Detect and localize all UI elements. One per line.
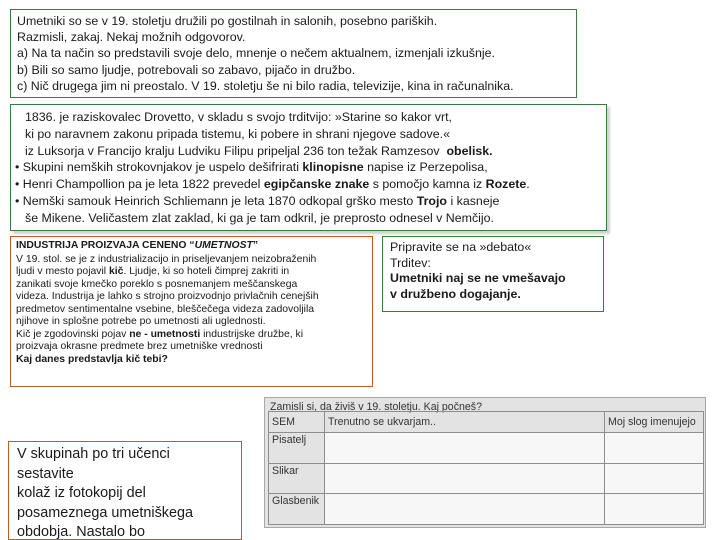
table-cell[interactable] bbox=[605, 463, 704, 494]
collage-line: obdobja. Nastalo bo bbox=[17, 524, 146, 540]
intro-answer-c: c) Nič drugega jim ni preostalo. V 19. stoletju še ni bilo radia, televizije, kina in računalnika. bbox=[17, 78, 514, 93]
debate-claim bbox=[390, 287, 603, 303]
worksheet-grid bbox=[268, 411, 704, 525]
bullet-text: napise iz Perzepolisa, bbox=[363, 160, 488, 175]
obelisk-word: obelisk. bbox=[446, 143, 493, 158]
table-row bbox=[269, 494, 704, 525]
industry-question bbox=[16, 354, 372, 367]
row-label: Pisatelj bbox=[269, 433, 325, 464]
intro-question-box bbox=[10, 9, 577, 98]
question-text: Kaj danes predstavlja kič tebi? bbox=[16, 353, 168, 365]
intro-line: Umetniki so se v 19. stoletju družili po gostilnah in salonih, posebno pariških. bbox=[17, 14, 438, 28]
industry-line: zanikati svoje kmečko poreklo s posnemanjem meščanskega bbox=[16, 278, 298, 290]
table-cell[interactable] bbox=[325, 463, 605, 494]
industry-line: predmetov sentimentalne vsebine, bleščečega videza zadovoljila bbox=[16, 303, 315, 315]
industry-line: proizvaja okrasne predmete brez umetniške vrednosti bbox=[16, 341, 263, 352]
title-quote: ” bbox=[252, 240, 259, 251]
history-bullet bbox=[15, 193, 606, 210]
row-label: Glasbenik bbox=[269, 494, 325, 525]
worksheet-table bbox=[264, 397, 706, 528]
collage-task-box bbox=[8, 441, 242, 540]
intro-answer-a: a) Na ta način so predstavili svoje delo, mnenje o nečem aktualnem, izmenjali izkušnje. bbox=[17, 46, 495, 61]
industry-line bbox=[16, 329, 372, 342]
industry-line: videza. Industrija je lahko s strojno proizvodnjo privlačnih cenejših bbox=[16, 291, 319, 302]
bold-term: Rozete bbox=[485, 177, 527, 192]
kic-term: kič bbox=[108, 266, 124, 277]
intro-answer-b: b) Bili so samo ljudje, potrebovali so zabavo, pijačo in družbo. bbox=[17, 62, 356, 77]
bullet-text: i kasneje bbox=[447, 193, 500, 208]
table-row bbox=[269, 433, 704, 464]
bullet-text: . bbox=[526, 177, 530, 192]
column-header: Trenutno se ukvarjam.. bbox=[325, 412, 605, 433]
industry-title bbox=[16, 240, 372, 253]
table-cell[interactable] bbox=[325, 494, 605, 525]
table-header-row bbox=[269, 412, 704, 433]
history-last-line: še Mikene. Veličastem zlat zaklad, ki ga je tam odkril, je preprosto odnesel v Nemčijo. bbox=[25, 210, 494, 225]
history-quote-line bbox=[15, 143, 606, 160]
debate-box bbox=[382, 236, 604, 312]
industry-line: V 19. stol. se je z industrializacijo in priseljevanjem neizobraženih bbox=[16, 253, 317, 265]
intro-line: Razmisli, zakaj. Nekaj možnih odgovorov. bbox=[17, 30, 246, 45]
bold-term: Trojo bbox=[416, 193, 448, 208]
collage-line: V skupinah po tri učenci bbox=[17, 446, 170, 462]
collage-line: sestavite bbox=[17, 465, 74, 482]
history-bullet bbox=[15, 159, 606, 176]
industry-line bbox=[16, 266, 372, 279]
bold-term: klinopisne bbox=[302, 160, 364, 175]
debate-intro: Pripravite se na »debato« bbox=[390, 240, 532, 254]
debate-claim bbox=[390, 271, 603, 287]
history-quote-line: 1836. je raziskovalec Drovetto, v skladu s svojo trditvijo: »Starine so kakor vrt, bbox=[25, 110, 452, 124]
history-bullet bbox=[15, 176, 606, 193]
table-row bbox=[269, 463, 704, 494]
row-label: Slikar bbox=[269, 463, 325, 494]
table-cell[interactable] bbox=[605, 494, 704, 525]
industry-kitsch-box bbox=[10, 236, 373, 387]
column-header: SEM bbox=[269, 412, 325, 433]
table-cell[interactable] bbox=[325, 433, 605, 464]
debate-label: Trditev: bbox=[390, 255, 431, 270]
bullet-text: • Nemški samouk Heinrich Schliemann je leta 1870 odkopal grško mesto bbox=[15, 193, 417, 208]
history-quote-line: ki po naravnem zakonu pripada tistemu, ki pobere in shrani njegove sadove.« bbox=[25, 126, 450, 141]
collage-line: posameznega umetniškega bbox=[17, 504, 193, 521]
bullet-text: s pomočjo kamna iz bbox=[369, 177, 486, 192]
line-text: industrijske družbe, ki bbox=[200, 328, 304, 340]
table-cell[interactable] bbox=[605, 433, 704, 464]
title-text: INDUSTRIJA PROIZVAJA CENENO “ bbox=[16, 240, 195, 251]
line-text: ljudi v mesto pojavil bbox=[16, 266, 109, 277]
column-header: Moj slog imenujejo bbox=[605, 412, 704, 433]
claim-text: v družbeno dogajanje. bbox=[390, 286, 521, 301]
bullet-text: • Henri Champollion pa je leta 1822 prevedel bbox=[15, 177, 264, 192]
title-umetnost: UMETNOST bbox=[194, 240, 253, 251]
collage-line: kolaž iz fotokopij del bbox=[17, 485, 146, 501]
ne-umetnosti-term: ne - umetnosti bbox=[129, 328, 201, 340]
line-text: . Ljudje, ki so hoteli čimprej zakriti in bbox=[123, 266, 290, 277]
history-quote-text: iz Luksorja v Francijo kralju Ludviku Filipu pripeljal 236 ton težak Ramzesov bbox=[25, 143, 440, 158]
worksheet-title: Zamisli si, da živiš v 19. stoletju. Kaj počneš? bbox=[270, 401, 482, 413]
line-text: Kič je zgodovinski pojav bbox=[16, 328, 130, 340]
bold-term: egipčanske znake bbox=[263, 177, 370, 192]
bullet-text: • Skupini nemških strokovnjakov je uspelo dešifrirati bbox=[15, 160, 303, 175]
claim-text: Umetniki naj se ne vmešavajo bbox=[390, 271, 566, 285]
industry-line: njihove in splošne potrebe po umetnosti ali uglednosti. bbox=[16, 316, 266, 327]
archaeology-history-box bbox=[10, 104, 607, 231]
